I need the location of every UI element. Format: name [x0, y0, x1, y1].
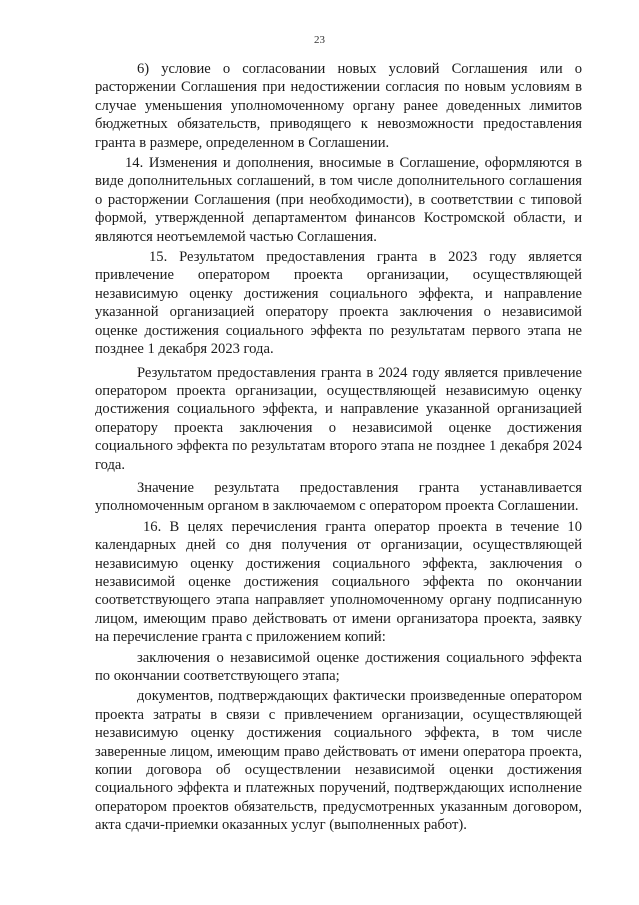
page-number: 23: [314, 34, 325, 46]
paragraph-15: 15. Результатом предоставления гранта в 2023 году является привлечение оператором проекта организации, осуществляющей независимую оценку достижения социального эффекта, и направление указанной организацией оператору проекта заключения о независимой оценке достижения социального эффекта по результатам первого этапа не позднее 1 декабря 2023 года.: [95, 249, 582, 358]
paragraph-16: 16. В целях перечисления гранта оператор проекта в течение 10 календарных дней со дня получения от организации, осуществляющей независимую оценку достижения социального эффекта, заключения о независимой оценке достижения социального эффекта по окончании соответствующего этапа направляет уполномоченному органу подписанную лицом, имеющим право действовать от имени организатора проекта, заявку на перечисление гранта с приложением копий:: [95, 518, 582, 646]
document-body: [95, 60, 582, 835]
paragraph-conclusion-copy: заключения о независимой оценке достижения социального эффекта по окончании соответствующего этапа;: [95, 649, 582, 684]
paragraph-condition-6: 6) условие о согласовании новых условий Соглашения или о расторжении Соглашения при недостижении согласия по новым условиям в случае уменьшения уполномоченному органу ранее доведенных лимитов бюджетных обязательств, приводящего к невозможности предоставления гранта в размере, определенном в Соглашении.: [95, 61, 582, 151]
paragraph-result-2024: Результатом предоставления гранта в 2024 году является привлечение оператором проекта организации, осуществляющей независимую оценку достижения социального эффекта, и направление указанной организацией оператору проекта заключения о независимой оценке достижения социального эффекта по результатам второго этапа не позднее 1 декабря 2024 года.: [95, 364, 582, 473]
paragraph-result-value: Значение результата предоставления гранта устанавливается уполномоченным органом в заключаемом с оператором проекта Соглашении.: [95, 479, 582, 515]
paragraph-documents-copy: документов, подтверждающих фактически произведенные оператором проекта затраты в связи с привлечением организации, осуществляющей независимую оценку достижения социального эффекта, в том числе заверенные лицом, имеющим право действовать от имени оператора проекта, копии договора об осуществлении независимой оценки достижения социального эффекта и платежных поручений, подтверждающих исполнение оператором проектов обязательств, предусмотренных указанным договором, акта сдачи-приемки оказанных услуг (выполненных работ).: [95, 688, 582, 834]
paragraph-14: 14. Изменения и дополнения, вносимые в Соглашение, оформляются в виде дополнительных соглашений, в том числе дополнительного соглашения о расторжении Соглашения (при необходимости), в соответствии с типовой формой, утвержденной департаментом финансов Костромской области, и являются неотъемлемой частью Соглашения.: [95, 155, 582, 245]
